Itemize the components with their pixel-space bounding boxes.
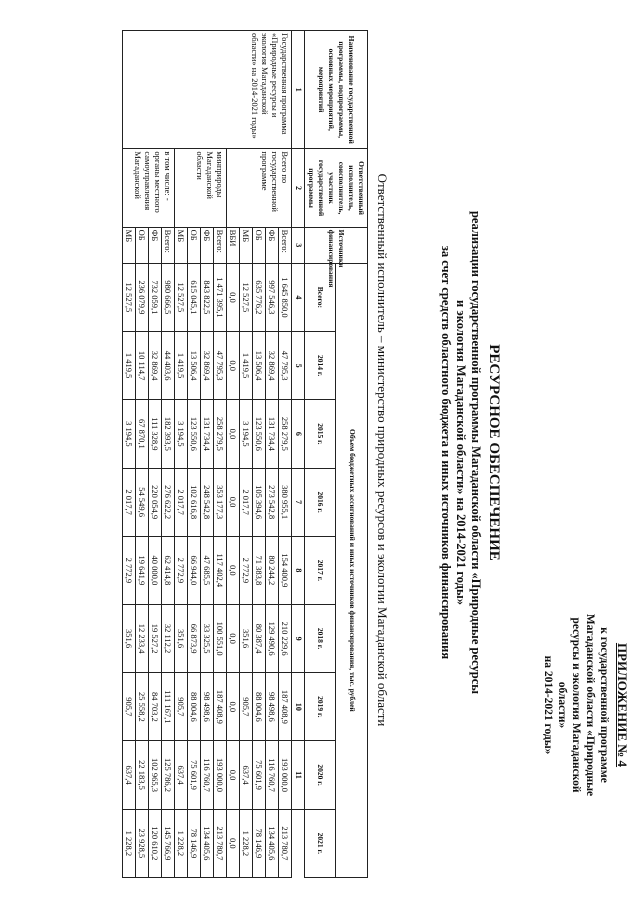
appendix-line: Магаданской области «Природные [584, 613, 596, 797]
year-value-cell: 193 000,0 [279, 741, 292, 809]
header-name: Наименование государственной программы, подпрограммы, основных мероприятий, мероприятий [305, 31, 368, 149]
year-value-cell: 80 387,4 [253, 604, 266, 672]
year-value-cell: 1 419,5 [240, 332, 253, 400]
responsible-executor: Ответственный исполнитель – министерство природных ресурсов и экологии Магаданской области [375, 173, 390, 727]
year-value-cell: 44 403,6 [162, 332, 175, 400]
year-value-cell: 131 734,4 [201, 400, 214, 468]
year-value-cell: 23 928,5 [136, 809, 149, 877]
year-value-cell: 182 393,5 [162, 400, 175, 468]
header-year: 2017 г. [305, 536, 337, 604]
year-value-cell: 258 279,5 [279, 400, 292, 468]
year-value-cell: 905,7 [123, 673, 136, 741]
year-value-cell: 88 004,6 [188, 673, 201, 741]
source-cell: Всего: [279, 227, 292, 263]
source-cell: МБ [123, 227, 136, 263]
year-value-cell: 220 054,9 [149, 468, 162, 536]
source-cell: ВБИ [227, 227, 240, 263]
header-total: Всего: [305, 263, 337, 331]
year-value-cell: 84 703,2 [149, 673, 162, 741]
source-cell: ФБ [149, 227, 162, 263]
year-value-cell: 98 498,6 [201, 673, 214, 741]
total-value-cell: 843 822,5 [201, 263, 214, 331]
title-line: за счет средств областного бюджета и иных источников финансирования [439, 245, 453, 660]
responsible-cell: Всего по государственной программе [227, 149, 292, 227]
source-cell: ФБ [266, 227, 279, 263]
year-value-cell: 102 616,8 [188, 468, 201, 536]
year-value-cell: 187 408,9 [279, 673, 292, 741]
year-value-cell: 351,6 [240, 604, 253, 672]
responsible-cell: в том числе: - органы местного самоуправления Магаданской [123, 149, 175, 227]
table-row [214, 31, 227, 878]
year-value-cell: 0,0 [227, 332, 240, 400]
appendix-line: ресурсы и экология Магаданской [570, 617, 582, 793]
year-value-cell: 32 112,2 [162, 604, 175, 672]
year-value-cell: 131 734,4 [266, 400, 279, 468]
header-source: Источники финансирования [305, 227, 368, 263]
source-cell: ОБ [253, 227, 266, 263]
year-value-cell: 78 146,9 [253, 809, 266, 877]
header-year: 2018 г. [305, 604, 337, 672]
year-value-cell: 0,0 [227, 673, 240, 741]
year-value-cell: 125 786,2 [162, 741, 175, 809]
column-index: 11 [292, 741, 305, 809]
column-index: 4 [292, 263, 305, 331]
total-value-cell: 0,0 [227, 263, 240, 331]
total-value-cell: 1 645 850,0 [279, 263, 292, 331]
year-value-cell: 905,7 [175, 673, 188, 741]
source-cell: ОБ [136, 227, 149, 263]
year-value-cell: 154 400,9 [279, 536, 292, 604]
column-index: 9 [292, 604, 305, 672]
year-value-cell: 98 498,6 [266, 673, 279, 741]
year-value-cell: 213 780,7 [214, 809, 227, 877]
year-value-cell: 40 000,0 [149, 536, 162, 604]
year-value-cell: 2 017,7 [123, 468, 136, 536]
year-value-cell: 3 194,5 [175, 400, 188, 468]
table-row [162, 31, 175, 878]
year-value-cell: 1 228,2 [175, 809, 188, 877]
total-value-cell: 635 776,2 [253, 263, 266, 331]
header-year: 2021 г. [305, 809, 337, 877]
column-index: 10 [292, 673, 305, 741]
year-value-cell: 210 229,6 [279, 604, 292, 672]
year-value-cell: 905,7 [240, 673, 253, 741]
year-value-cell: 0,0 [227, 604, 240, 672]
header-volume: Объем бюджетных ассигнований и иных источников финансирования, тыс. рублей [336, 263, 368, 877]
year-value-cell: 0,0 [227, 536, 240, 604]
year-value-cell: 258 279,5 [214, 400, 227, 468]
total-value-cell: 732 059,1 [149, 263, 162, 331]
year-value-cell: 33 325,5 [201, 604, 214, 672]
year-value-cell: 193 000,0 [214, 741, 227, 809]
title-line: и экология Магаданской области» на 2014-2021 годы» [454, 300, 468, 605]
total-value-cell: 236 079,9 [136, 263, 149, 331]
column-index: 7 [292, 468, 305, 536]
year-value-cell: 123 550,6 [253, 400, 266, 468]
column-index: 2 [292, 149, 305, 227]
year-value-cell: 75 601,9 [188, 741, 201, 809]
year-value-cell: 105 394,6 [253, 468, 266, 536]
year-value-cell: 3 194,5 [123, 400, 136, 468]
total-value-cell: 12 527,5 [123, 263, 136, 331]
source-cell: Всего: [162, 227, 175, 263]
year-value-cell: 353 177,3 [214, 468, 227, 536]
year-value-cell: 66 873,9 [188, 604, 201, 672]
year-value-cell: 25 558,2 [136, 673, 149, 741]
year-value-cell: 0,0 [227, 400, 240, 468]
year-value-cell: 19 641,9 [136, 536, 149, 604]
column-index-row [292, 31, 305, 878]
year-value-cell: 111 328,9 [149, 400, 162, 468]
year-value-cell: 123 550,6 [188, 400, 201, 468]
year-value-cell: 117 402,4 [214, 536, 227, 604]
title-line: реализации государственной программы Магаданской области «Природные ресурсы [469, 210, 483, 695]
year-value-cell: 47 685,5 [201, 536, 214, 604]
year-value-cell: 351,6 [123, 604, 136, 672]
document-title [438, 40, 502, 865]
year-value-cell: 71 383,8 [253, 536, 266, 604]
year-value-cell: 47 795,3 [279, 332, 292, 400]
year-value-cell: 213 780,7 [279, 809, 292, 877]
header-year: 2015 г. [305, 400, 337, 468]
year-value-cell: 22 183,5 [136, 741, 149, 809]
column-index: 1 [292, 31, 305, 149]
year-value-cell: 32 869,4 [149, 332, 162, 400]
year-value-cell: 1 419,5 [123, 332, 136, 400]
table-body [123, 31, 305, 878]
total-value-cell: 615 045,1 [188, 263, 201, 331]
header-year: 2020 г. [305, 741, 337, 809]
year-value-cell: 1 228,2 [123, 809, 136, 877]
year-value-cell: 19 527,2 [149, 604, 162, 672]
total-value-cell: 997 546,3 [266, 263, 279, 331]
appendix-line: на 2014-2021 годы» [542, 655, 554, 755]
source-cell: ОБ [188, 227, 201, 263]
appendix-block [541, 530, 630, 880]
year-value-cell: 10 114,7 [136, 332, 149, 400]
year-value-cell: 111 167,1 [162, 673, 175, 741]
year-value-cell: 0,0 [227, 809, 240, 877]
year-value-cell: 116 760,7 [201, 741, 214, 809]
appendix-line: области» [556, 681, 568, 729]
total-value-cell: 980 666,5 [162, 263, 175, 331]
source-cell: Всего: [214, 227, 227, 263]
year-value-cell: 2 772,9 [175, 536, 188, 604]
year-value-cell: 637,4 [240, 741, 253, 809]
year-value-cell: 3 194,5 [240, 400, 253, 468]
year-value-cell: 13 506,4 [253, 332, 266, 400]
appendix-number: ПРИЛОЖЕНИЕ № 4 [615, 642, 630, 768]
header-responsible: Ответственный исполнитель, соисполнитель, участник государственной программы [305, 149, 368, 227]
header-year: 2014 г. [305, 332, 337, 400]
year-value-cell: 248 542,8 [201, 468, 214, 536]
column-index: 6 [292, 400, 305, 468]
year-value-cell: 13 506,4 [188, 332, 201, 400]
year-value-cell: 273 542,8 [266, 468, 279, 536]
year-value-cell: 134 405,6 [266, 809, 279, 877]
total-value-cell: 12 527,5 [175, 263, 188, 331]
year-value-cell: 54 549,6 [136, 468, 149, 536]
column-index: 3 [292, 227, 305, 263]
year-value-cell: 2 772,9 [123, 536, 136, 604]
table-row [279, 31, 292, 878]
year-value-cell: 116 760,7 [266, 741, 279, 809]
year-value-cell: 32 869,4 [201, 332, 214, 400]
year-value-cell: 134 405,6 [201, 809, 214, 877]
total-value-cell: 12 527,5 [240, 263, 253, 331]
year-value-cell: 276 622,2 [162, 468, 175, 536]
year-value-cell: 2 017,7 [175, 468, 188, 536]
source-cell: МБ [240, 227, 253, 263]
year-value-cell: 145 766,9 [162, 809, 175, 877]
year-value-cell: 12 233,4 [136, 604, 149, 672]
header-year: 2019 г. [305, 673, 337, 741]
year-value-cell: 187 408,9 [214, 673, 227, 741]
year-value-cell: 100 551,0 [214, 604, 227, 672]
year-value-cell: 1 419,5 [175, 332, 188, 400]
column-index: 5 [292, 332, 305, 400]
year-value-cell: 66 944,0 [188, 536, 201, 604]
year-value-cell: 637,4 [175, 741, 188, 809]
year-value-cell: 2 017,7 [240, 468, 253, 536]
year-value-cell: 637,4 [123, 741, 136, 809]
year-value-cell: 129 490,6 [266, 604, 279, 672]
year-value-cell: 2 772,9 [240, 536, 253, 604]
year-value-cell: 0,0 [227, 468, 240, 536]
title-heading: РЕСУРСНОЕ ОБЕСПЕЧЕНИЕ [486, 344, 502, 561]
year-value-cell: 47 795,3 [214, 332, 227, 400]
year-value-cell: 88 004,6 [253, 673, 266, 741]
column-index: 8 [292, 536, 305, 604]
year-value-cell: 75 601,9 [253, 741, 266, 809]
year-value-cell: 80 244,2 [266, 536, 279, 604]
resource-table [122, 30, 368, 878]
source-cell: ФБ [201, 227, 214, 263]
year-value-cell: 120 610,2 [149, 809, 162, 877]
year-value-cell: 0,0 [227, 741, 240, 809]
year-value-cell: 351,6 [175, 604, 188, 672]
responsible-cell: минприроды Магаданской области [175, 149, 227, 227]
year-value-cell: 67 870,1 [136, 400, 149, 468]
year-value-cell: 380 955,1 [279, 468, 292, 536]
header-row [336, 31, 368, 878]
program-name-cell: Государственная программа «Природные ресурсы и экология Магаданской области» на 2014-2021 годы» [123, 31, 292, 149]
year-value-cell: 62 414,8 [162, 536, 175, 604]
year-value-cell: 32 869,4 [266, 332, 279, 400]
total-value-cell: 1 471 395,1 [214, 263, 227, 331]
source-cell: МБ [175, 227, 188, 263]
year-value-cell: 102 965,3 [149, 741, 162, 809]
year-value-cell: 1 228,2 [240, 809, 253, 877]
year-value-cell: 78 146,9 [188, 809, 201, 877]
appendix-line: к государственной программе [598, 627, 610, 783]
header-year: 2016 г. [305, 468, 337, 536]
